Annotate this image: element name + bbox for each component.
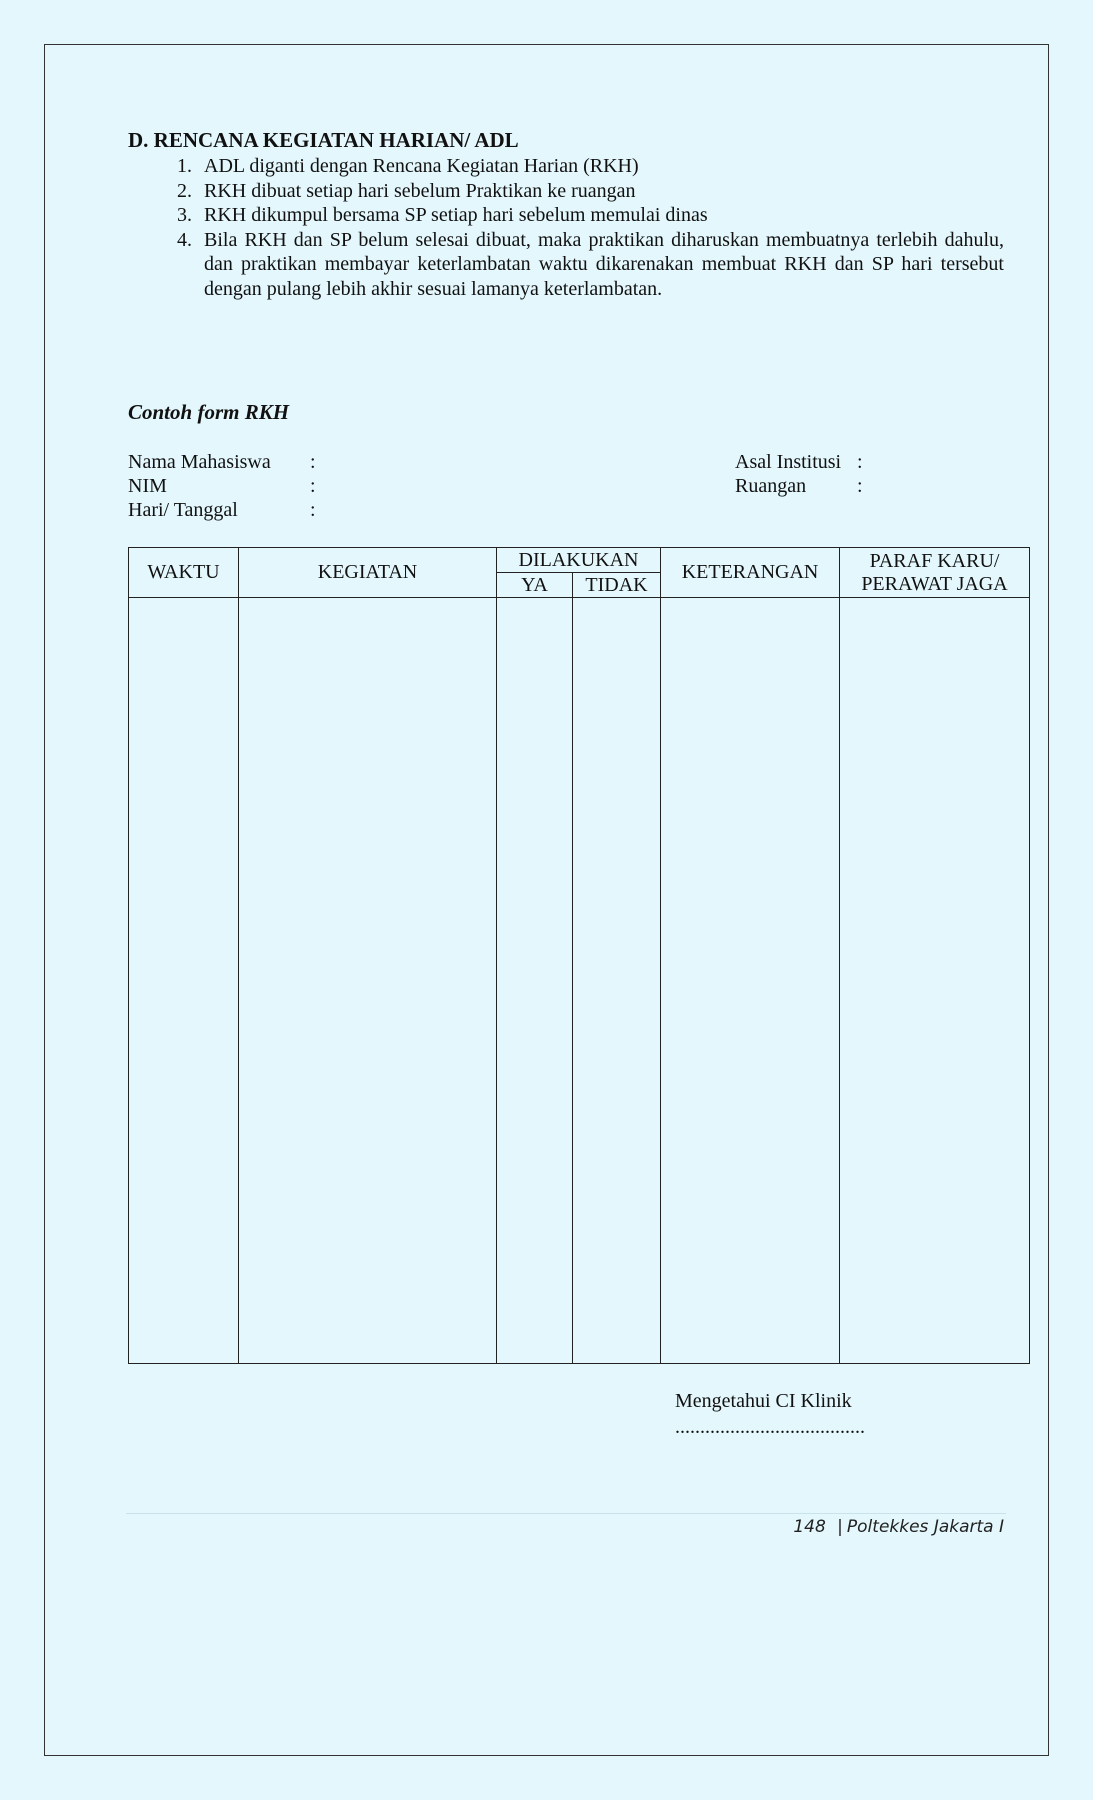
cell-ya[interactable] bbox=[497, 598, 573, 1364]
cell-paraf[interactable] bbox=[840, 598, 1030, 1364]
field-colon: : bbox=[310, 451, 316, 473]
header-dilakukan: DILAKUKAN bbox=[497, 548, 661, 573]
field-label: Hari/ Tanggal bbox=[128, 499, 238, 521]
footer-separator: | bbox=[837, 1517, 843, 1537]
section-title: D. RENCANA KEGIATAN HARIAN/ ADL bbox=[128, 128, 519, 152]
header-paraf-line2: PERAWAT JAGA bbox=[861, 572, 1008, 595]
field-nim bbox=[128, 474, 316, 498]
field-colon: : bbox=[857, 475, 863, 497]
header-waktu: WAKTU bbox=[129, 548, 239, 598]
list-item bbox=[128, 228, 1004, 302]
list-text: Bila RKH dan SP belum selesai dibuat, maka praktikan diharuskan membuatnya terlebih dahulu, dan praktikan membayar keterlambatan waktu dikarenakan membuat RKH dan SP hari tersebut dengan pulang lebih akhir sesuai lamanya keterlambatan. bbox=[204, 228, 1004, 300]
field-label: Asal Institusi bbox=[735, 451, 842, 473]
list-item bbox=[128, 179, 1004, 204]
header-ya: YA bbox=[497, 573, 573, 598]
field-colon: : bbox=[857, 451, 863, 473]
page-number: 148 bbox=[793, 1517, 826, 1537]
form-title: Contoh form RKH bbox=[128, 400, 290, 424]
field-label: Ruangan bbox=[735, 475, 807, 497]
list-item bbox=[128, 203, 1004, 228]
list-text: RKH dibuat setiap hari sebelum Praktikan ke ruangan bbox=[204, 179, 636, 202]
cell-tidak[interactable] bbox=[573, 598, 661, 1364]
list-item bbox=[128, 154, 1004, 179]
field-asal-institusi bbox=[735, 450, 863, 474]
rules-list bbox=[128, 154, 1004, 301]
field-label: Nama Mahasiswa bbox=[128, 451, 271, 473]
signature-line: ...................................... bbox=[675, 1416, 865, 1438]
header-paraf-line1: PARAF KARU/ bbox=[869, 549, 1000, 572]
cell-kegiatan[interactable] bbox=[239, 598, 497, 1364]
list-number: 3. bbox=[177, 204, 192, 226]
footer-divider bbox=[126, 1513, 1006, 1514]
header-paraf bbox=[840, 548, 1030, 598]
field-colon: : bbox=[310, 499, 316, 521]
field-ruangan bbox=[735, 474, 863, 498]
cell-keterangan[interactable] bbox=[661, 598, 840, 1364]
list-text: RKH dikumpul bersama SP setiap hari sebelum memulai dinas bbox=[204, 204, 708, 226]
field-nama-mahasiswa bbox=[128, 450, 316, 474]
field-label: NIM bbox=[128, 475, 167, 497]
rkh-table bbox=[128, 547, 1030, 1364]
header-tidak: TIDAK bbox=[573, 573, 661, 598]
header-kegiatan: KEGIATAN bbox=[239, 548, 497, 598]
acknowledgement bbox=[675, 1388, 865, 1440]
list-text: ADL diganti dengan Rencana Kegiatan Harian (RKH) bbox=[204, 155, 639, 177]
field-colon: : bbox=[310, 475, 316, 497]
ack-label: Mengetahui CI Klinik bbox=[675, 1390, 852, 1412]
header-keterangan: KETERANGAN bbox=[661, 548, 840, 598]
list-number: 2. bbox=[177, 179, 192, 202]
field-hari-tanggal bbox=[128, 498, 316, 522]
footer-institution: Poltekkes Jakarta I bbox=[846, 1517, 1004, 1537]
list-number: 4. bbox=[177, 228, 192, 251]
page-footer bbox=[793, 1517, 1004, 1537]
list-number: 1. bbox=[177, 155, 192, 177]
cell-waktu[interactable] bbox=[129, 598, 239, 1364]
